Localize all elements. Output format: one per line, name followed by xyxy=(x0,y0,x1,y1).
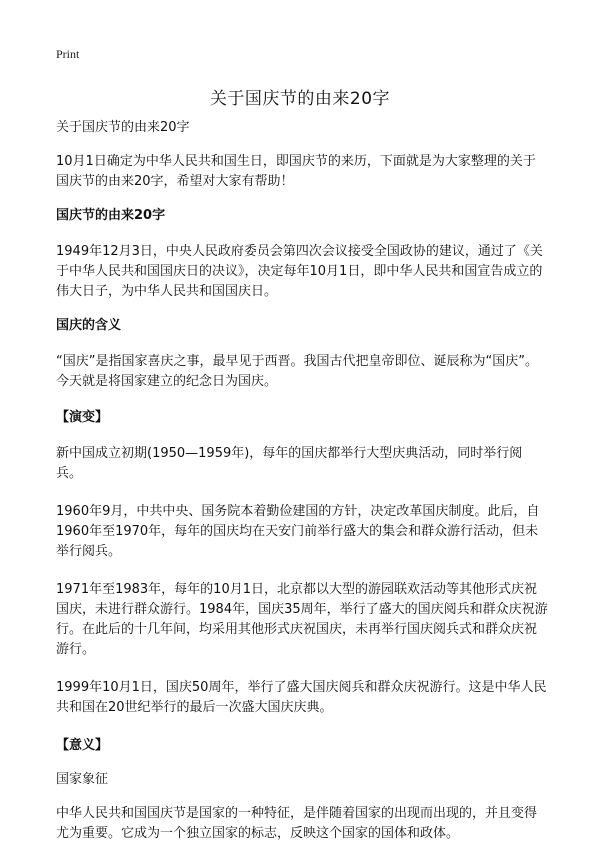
section-heading-significance: 【意义】 xyxy=(56,738,109,753)
origin-paragraph: 1949年12月3日，中央人民政府委员会第四次会议接受全国政协的建议，通过了《关于中华人民共和国国庆日的决议》，决定每年10月1日，即中华人民共和国宣告成立的伟大日子，为中华人民共和国国庆日。 xyxy=(56,244,543,299)
intro-paragraph: 10月1日确定为中华人民共和国生日，即国庆节的来历，下面就是为大家整理的关于国庆节的由来20字，希望对大家有帮助！ xyxy=(56,154,536,189)
subheading-national-symbol: 国家象征 xyxy=(56,772,109,787)
article-body xyxy=(56,118,548,844)
evolution-paragraph-4: 1999年10月1日，国庆50周年，举行了盛大国庆阅兵和群众庆祝游行。这是中华人民共和国在20世纪举行的最后一次盛大国庆庆典。 xyxy=(56,680,547,715)
section-heading-meaning: 国庆的含义 xyxy=(56,318,122,333)
evolution-paragraph-1: 新中国成立初期(1950—1959年)，每年的国庆都举行大型庆典活动，同时举行阅兵。 xyxy=(56,446,523,481)
page-title: 关于国庆节的由来20字 xyxy=(209,89,391,109)
print-link[interactable]: Print xyxy=(56,47,80,61)
evolution-paragraph-3: 1971年至1983年，每年的10月1日，北京都以大型的游园联欢活动等其他形式庆祝国庆，未进行群众游行。1984年，国庆35周年，举行了盛大的国庆阅兵和群众庆祝游行。在此后的十几年间，均采用其他形式庆祝国庆，未再举行国庆阅兵式和群众庆祝游行。 xyxy=(56,582,548,657)
significance-paragraph: 中华人民共和国国庆节是国家的一种特征，是伴随着国家的出现而出现的，并且变得尤为重要。它成为一个独立国家的标志，反映这个国家的国体和政体。 xyxy=(56,806,538,841)
meaning-paragraph: “国庆”是指国家喜庆之事，最早见于西晋。我国古代把皇帝即位、诞辰称为“国庆”。今天就是将国家建立的纪念日为国庆。 xyxy=(56,354,538,389)
subtitle: 关于国庆节的由来20字 xyxy=(56,120,190,135)
section-heading-origin: 国庆节的由来20字 xyxy=(56,208,166,223)
section-heading-evolution: 【演变】 xyxy=(56,410,109,425)
evolution-paragraph-2: 1960年9月，中共中央、国务院本着勤俭建国的方针，决定改革国庆制度。此后，自1960年至1970年，每年的国庆均在天安门前举行盛大的集会和群众游行活动，但未举行阅兵。 xyxy=(56,504,540,559)
